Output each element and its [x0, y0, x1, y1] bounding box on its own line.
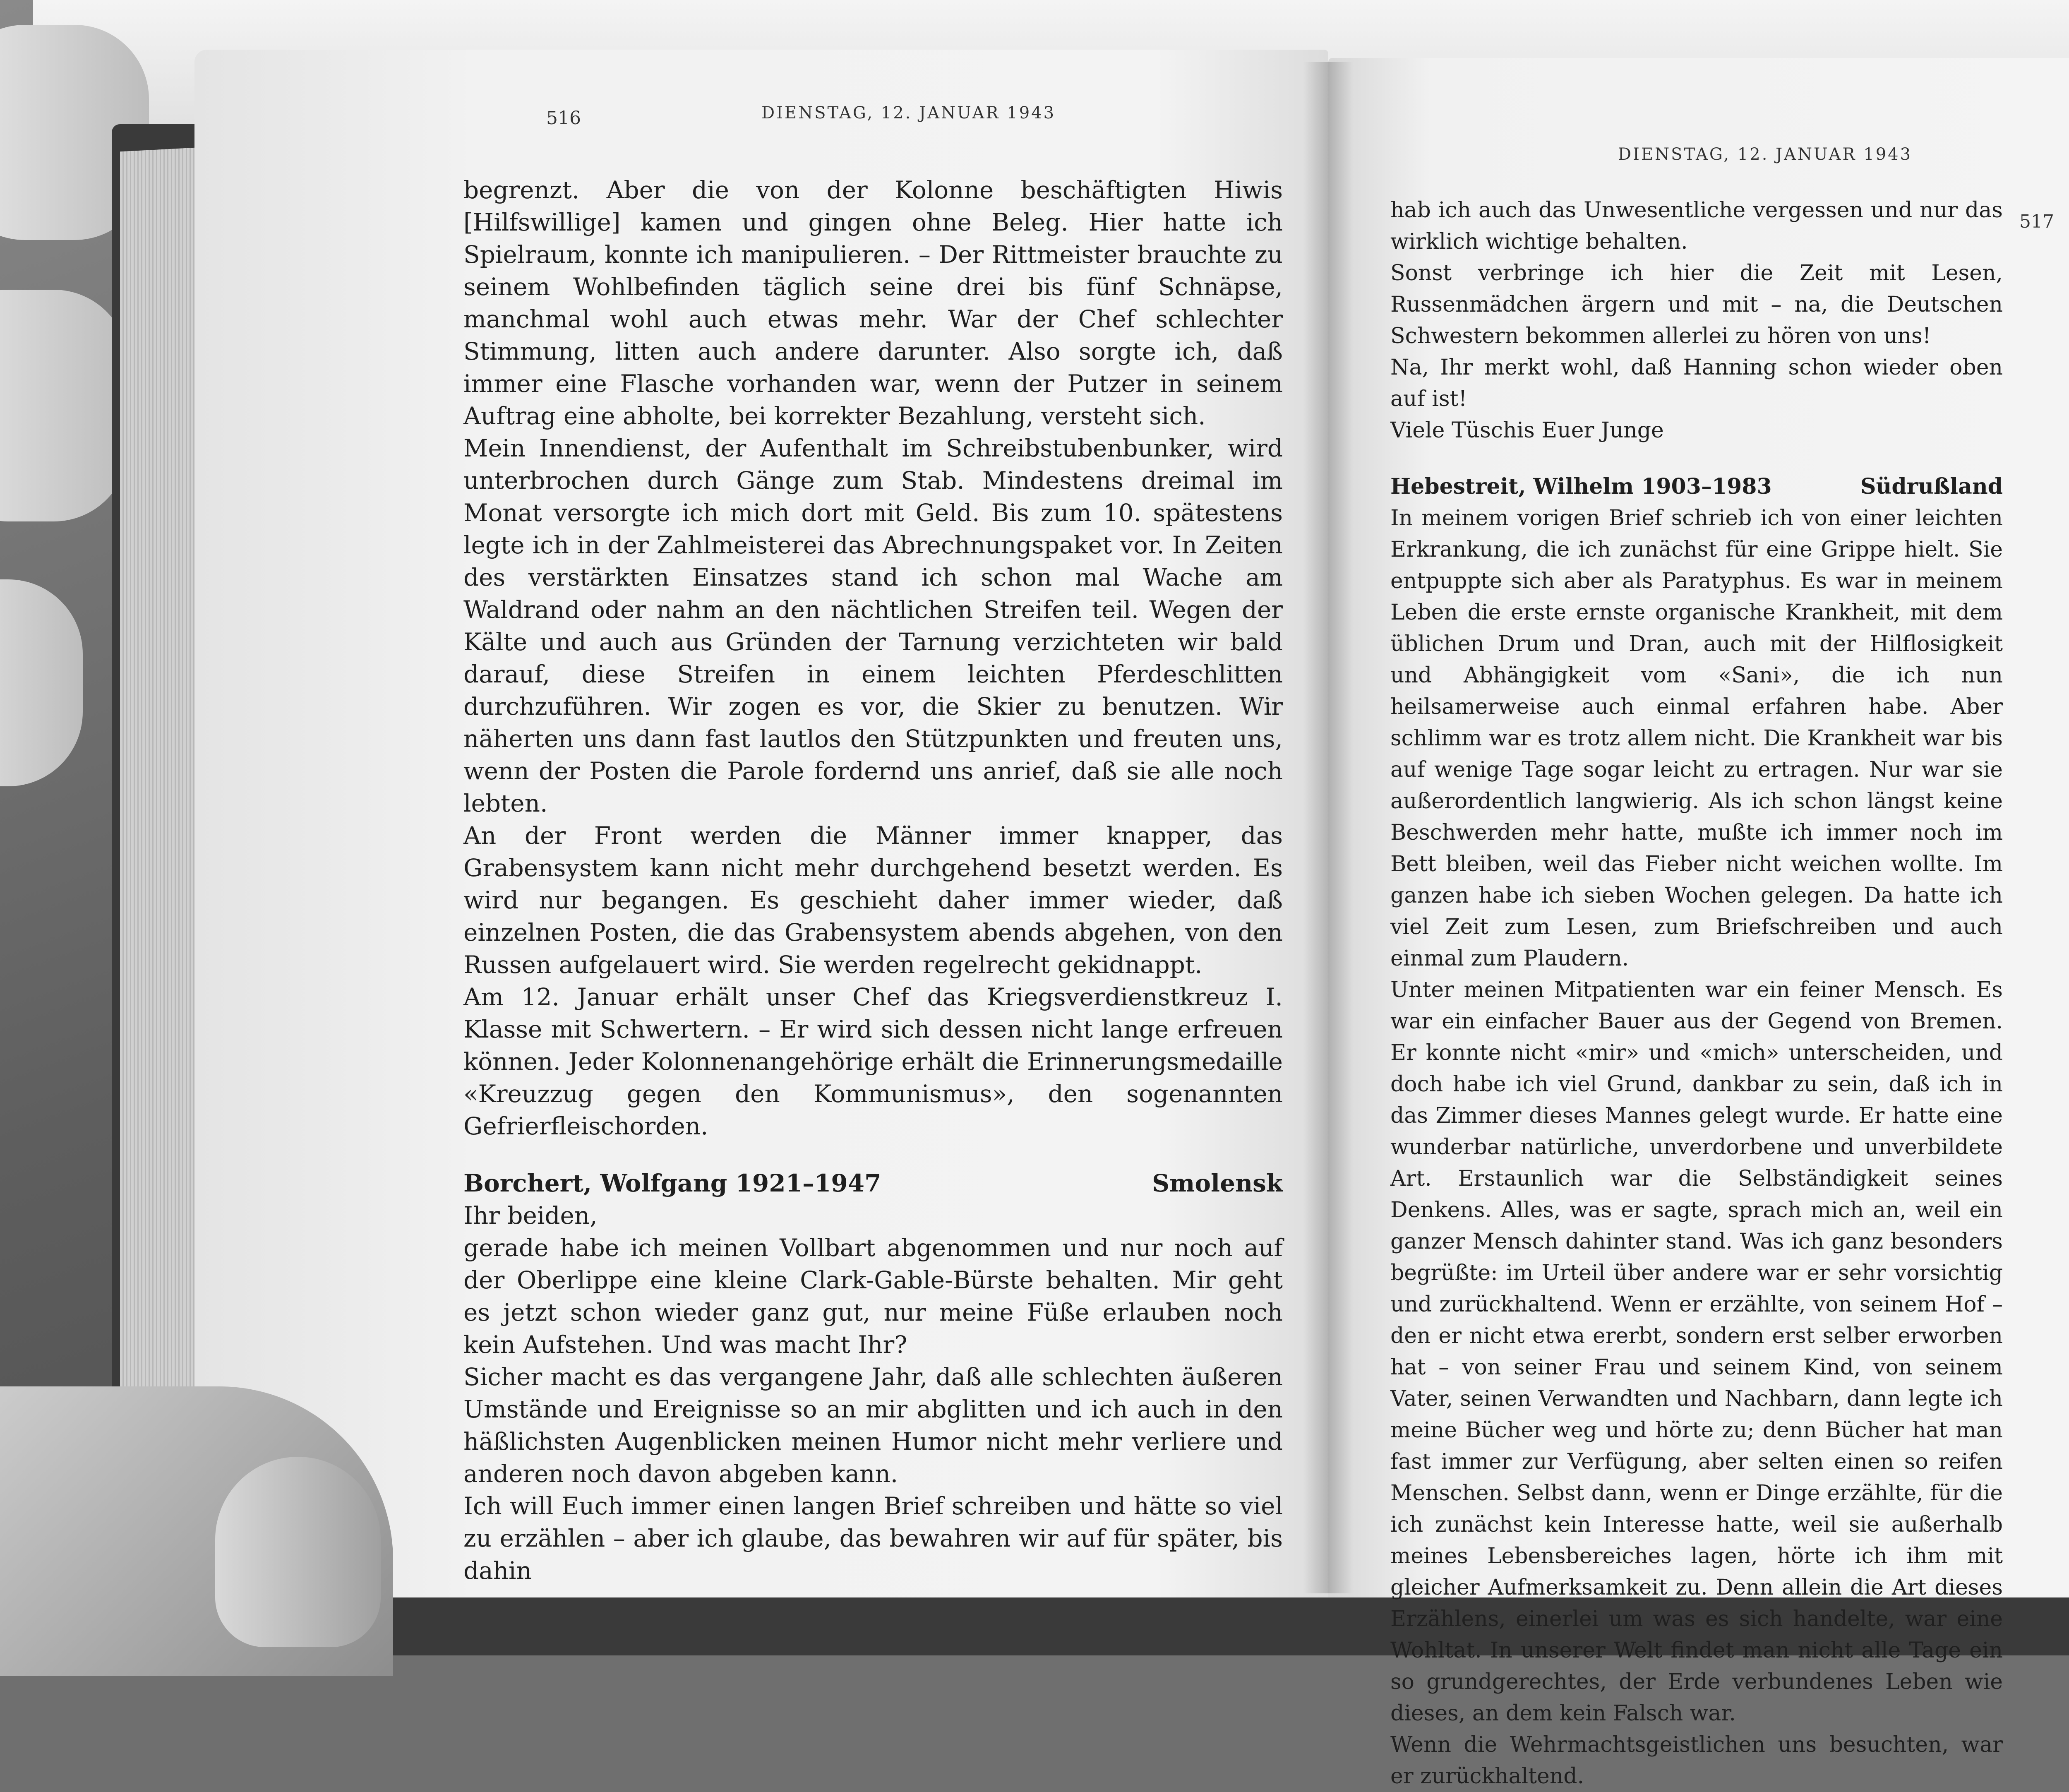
entry-heading-borchert — [463, 1167, 1283, 1199]
entry-paragraph: Ihr beiden, — [463, 1201, 598, 1230]
entry-years: 1903–1983 — [1641, 474, 1772, 499]
entry-author — [463, 1167, 881, 1199]
right-paragraph: Na, Ihr merkt wohl, daß Hanning schon wieder oben auf ist! — [1390, 355, 2003, 411]
right-text-column — [1390, 195, 2003, 1792]
entry-paragraph: Unter meinen Mitpatienten war ein feiner Mensch. Es war ein einfacher Bauer aus der Gegend von Bremen. Er konnte nicht «mir» und «mich» unterscheiden, und doch habe ich viel Grund, dankbar zu sein, daß ich in das Zimmer dieses Mannes gelegt wurde. Er hatte eine wunderbar natürliche, unverdorbene und unverbildete Art. Erstaunlich war die Selbständigkeit seines Denkens. Alles, was er sagte, sprach mich an, weil ein ganzer Mensch dahinter stand. Was ich ganz besonders begrüßte: im Urteil über andere war er sehr vorsichtig und zurückhaltend. Wenn er erzählte, von seinem Hof – den er nicht etwa ererbt, sondern erst selber erworben hat – von seiner Frau und seinem Kind, von seinem Vater, seinen Verwandten und Nachbarn, dann legte ich meine Bücher weg und hörte zu; denn Bücher hat man fast immer zur Verfügung, aber selten einen so reifen Menschen. Selbst dann, wenn er Dinge erzählte, für die ich zunächst kein Interesse hatte, weil sie außerhalb meines Lebensbereiches lagen, hörte ich ihm mit gleicher Aufmerksamkeit zu. Denn allein die Art dieses Erzählens, einerlei um was es sich handelte, war eine Wohltat. In unserer Welt findet man nicht alle Tage ein so grundgerechtes, der Erde verbundenes Leben wie dieses, an dem kein Falsch war. — [1390, 978, 2003, 1726]
entry-paragraph: Wenn die Wehrmachtsgeistlichen uns besuchten, war er zurückhaltend. — [1390, 1732, 2003, 1789]
right-paragraph: Sonst verbringe ich hier die Zeit mit Lesen, Russenmädchen ärgern und mit – na, die Deutschen Schwestern bekommen allerlei zu hören von uns! — [1390, 261, 2003, 348]
entry-place: Smolensk — [1152, 1169, 1283, 1197]
entry-heading-hebestreit — [1390, 471, 2003, 502]
left-running-head: DIENSTAG, 12. JANUAR 1943 — [761, 103, 1056, 123]
entry-paragraph: gerade habe ich meinen Vollbart abgenommen und nur noch auf der Oberlippe eine kleine Clark-Gable-Bürste behalten. Mir geht es jetzt schon wieder ganz gut, nur meine Füße erlauben noch kein Aufstehen. Und was macht Ihr? — [463, 1234, 1283, 1359]
finger-middle — [0, 290, 128, 521]
right-page — [1328, 58, 2069, 1789]
entry-paragraph: Ich will Euch immer einen langen Brief schreiben und hätte so viel zu erzählen – aber ich glaube, das bewahren wir auf für später, bis dahin — [463, 1492, 1283, 1585]
left-page — [194, 50, 1328, 1597]
thumb — [215, 1457, 381, 1647]
entry-name: Borchert, Wolfgang — [463, 1169, 727, 1197]
right-running-head: DIENSTAG, 12. JANUAR 1943 — [1618, 145, 1913, 164]
left-paragraph: Mein Innendienst, der Aufenthalt im Schreibstubenbunker, wird unterbrochen durch Gänge zum Stab. Mindestens dreimal im Monat versorgte ich mich dort mit Geld. Bis zum 10. spätestens legte ich in der Zahlmeisterei das Abrechnungspaket vor. In Zeiten des verstärkten Einsatzes stand ich schon mal Wache am Waldrand oder nahm an den nächtlichen Streifen teil. Wegen der Kälte und auch aus Gründen der Tarnung verzichteten wir bald darauf, diese Streifen in einem leichten Pferdeschlitten durchzuführen. Wir zogen es vor, die Skier zu benutzen. Wir näherten uns dann fast lautlos den Stützpunkten und freuten uns, wenn der Posten die Parole fordernd uns anrief, daß sie alle noch lebten. — [463, 434, 1283, 817]
left-paragraph: Am 12. Januar erhält unser Chef das Kriegsverdienstkreuz I. Klasse mit Schwertern. – Er wird sich dessen nicht lange erfreuen können. Jeder Kolonnenangehörige erhält die Erinnerungsmedaille «Kreuzzug gegen den Kommunismus», den sogenannten Gefrierfleischorden. — [463, 983, 1283, 1140]
left-paragraph: begrenzt. Aber die von der Kolonne beschäftigten Hiwis [Hilfswillige] kamen und gingen ohne Beleg. Hier hatte ich Spielraum, konnte ich manipulieren. – Der Rittmeister brauchte zu seinem Wohlbefinden täglich seine drei bis fünf Schnäpse, manchmal wohl auch etwas mehr. War der Chef schlechter Stimmung, litten auch andere darunter. Also sorgte ich, daß immer eine Flasche vorhanden war, wenn der Putzer in seinem Auftrag eine abholte, bei korrekter Bezahlung, versteht sich. — [463, 176, 1283, 430]
right-page-number: 517 — [2019, 211, 2054, 232]
entry-paragraph: Sicher macht es das vergangene Jahr, daß alle schlechten äußeren Umstände und Ereignisse so an mir abglitten und ich auch in den häßlichsten Augenblicken meinen Humor nicht mehr verliere und anderen noch davon abgeben kann. — [463, 1363, 1283, 1488]
right-paragraph: hab ich auch das Unwesentliche vergessen und nur das wirklich wichtige behalten. — [1390, 198, 2003, 254]
book-gutter — [1303, 62, 1353, 1593]
left-page-number: 516 — [546, 108, 581, 129]
left-text-column — [463, 174, 1283, 1587]
right-paragraph: Viele Tüschis Euer Junge — [1390, 418, 1664, 443]
entry-place: Südrußland — [1860, 474, 2003, 499]
entry-years: 1921–1947 — [735, 1169, 881, 1197]
entry-name: Hebestreit, Wilhelm — [1390, 474, 1634, 499]
left-paragraph: An der Front werden die Männer immer knapper, das Grabensystem kann nicht mehr durchgehend besetzt werden. Es wird nur begangen. Es geschieht daher immer wieder, daß einzelnen Posten, die das Grabensystem abends abgehen, von den Russen aufgelauert wird. Sie werden regelrecht gekidnappt. — [463, 822, 1283, 979]
entry-author — [1390, 471, 1772, 502]
entry-paragraph: In meinem vorigen Brief schrieb ich von einer leichten Erkrankung, die ich zunächst für eine Grippe hielt. Sie entpuppte sich aber als Paratyphus. Es war in meinem Leben die erste ernste organische Krankheit, mit dem üblichen Drum und Dran, auch mit der Hilflosigkeit und Abhängigkeit vom «Sani», die ich nun heilsamerweise auch einmal erfahren habe. Aber schlimm war es trotz allem nicht. Die Krankheit war bis auf wenige Tage sogar leicht zu ertragen. Nur war sie außerordentlich langwierig. Als ich schon längst keine Beschwerden mehr hatte, mußte ich immer noch im Bett bleiben, weil das Fieber nicht weichen wollte. Im ganzen habe ich sieben Wochen gelegen. Da hatte ich viel Zeit zum Lesen, zum Briefschreiben und auch einmal zum Plaudern. — [1390, 506, 2003, 971]
